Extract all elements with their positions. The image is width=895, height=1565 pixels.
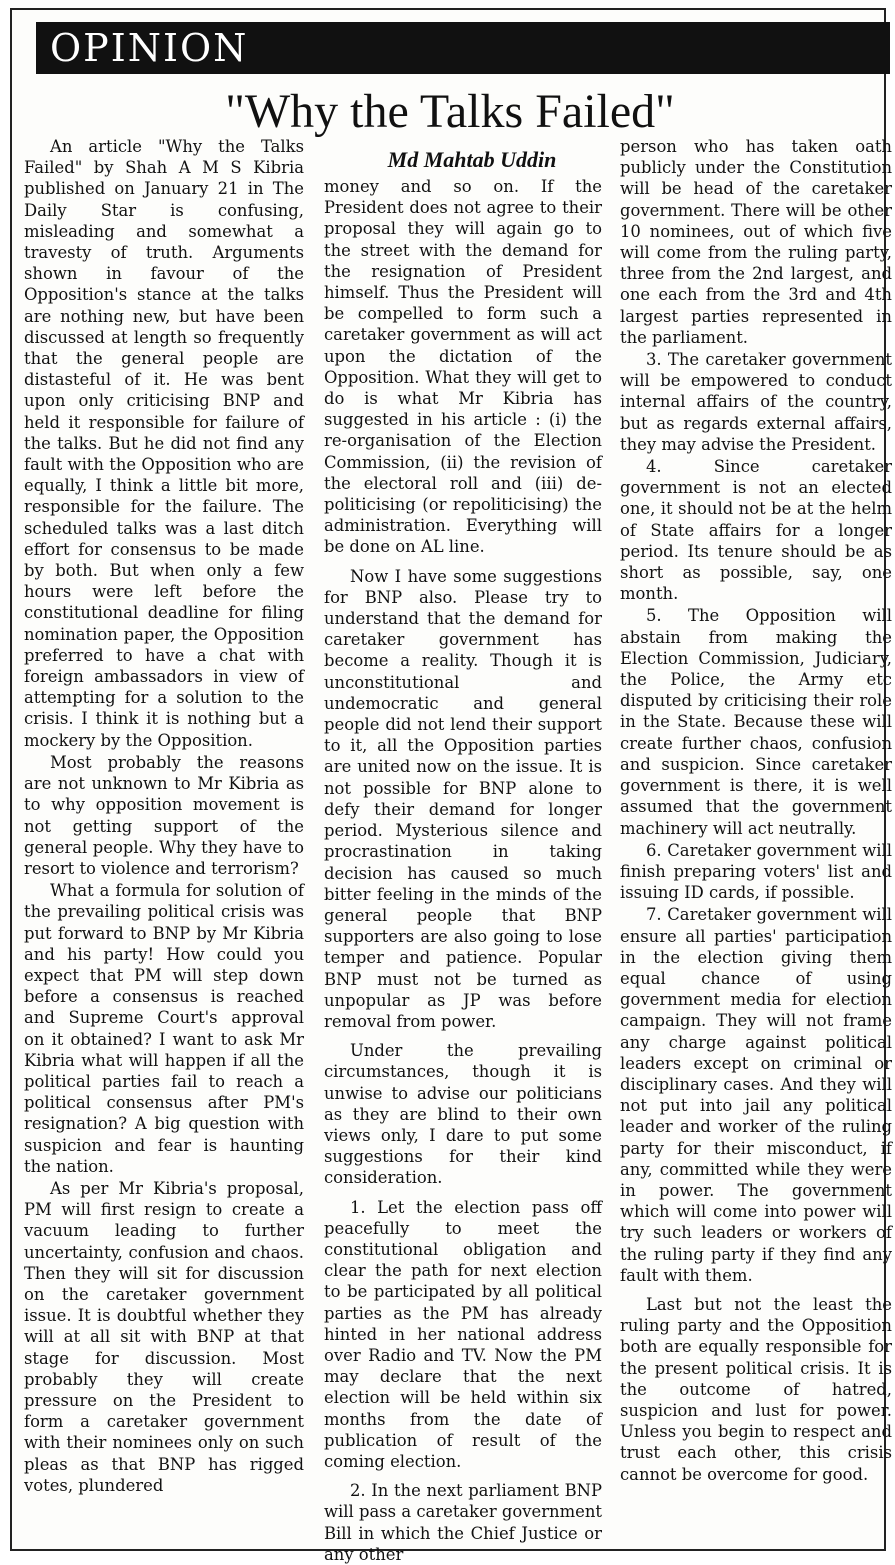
paragraph: 6. Caretaker government will finish preparing voters' list and issuing ID cards, if possible.	[620, 840, 892, 903]
article-headline: "Why the Talks Failed"	[225, 85, 675, 138]
column-2	[324, 176, 602, 1564]
author-byline: Md Mahtab Uddin	[387, 147, 557, 172]
column-3	[620, 136, 892, 1546]
paragraph: As per Mr Kibria's proposal, PM will first resign to create a vacuum leading to further uncertainty, confusion and chaos. Then they will sit for discussion on the caretaker government issue. It is doubtful whether they will at all sit with BNP at that stage for discussion. Most probably they will create pressure on the President to form a caretaker government with their nominees only on such pleas as that BNP has rigged votes, plundered	[24, 1178, 304, 1495]
article-clipping	[10, 8, 892, 1564]
paragraph: person who has taken oath publicly under the Constitution will be head of the caretaker government. There will be other 10 nominees, out of which five will come from the ruling party, three from the 2nd largest, and one each from the 3rd and 4th largest parties represented in the parliament.	[620, 137, 892, 347]
paragraph: 1. Let the election pass off peacefully to meet the constitutional obligation and clear the path for next election to be participated by all political parties as the PM has already hinted in her national address over Radio and TV. Now the PM may declare that the next election will be held within six months from the date of publication of result of the coming election.	[324, 1197, 602, 1471]
column-1	[24, 136, 304, 1536]
paragraph: 7. Caretaker government will ensure all parties' participation in the election giving them equal chance of using government media for election campaign. They will not frame any charge against political leaders except on criminal or disciplinary cases. And they will not put into jail any political leader and worker of the ruling party for their misconduct, if any, committed while they were in power. The government which will come into power will try such leaders or workers of the ruling party if they find any fault with them.	[620, 905, 892, 1285]
paragraph: 2. In the next parliament BNP will pass a caretaker government Bill in which the Chief Justice or any other	[324, 1481, 602, 1564]
paragraph: Under the prevailing circumstances, though it is unwise to advise our politicians as they are blind to their own views only, I dare to put some suggestions for their kind consideration.	[324, 1041, 602, 1188]
paragraph: Now I have some suggestions for BNP also. Please try to understand that the demand for caretaker government has become a reality. Though it is unconstitutional and undemocratic and general people did not lend their support to it, all the Opposition parties are united now on the issue. It is not possible for BNP alone to defy their demand for longer period. Mysterious silence and procrastination in taking decision has caused so much bitter feeling in the minds of the general people that BNP supporters are also going to lose temper and patience. Popular BNP must not be turned as unpopular as JP was before removal from power.	[324, 566, 602, 1031]
paragraph: money and so on. If the President does not agree to their proposal they will again go to the street with the demand for the resignation of President himself. Thus the President will be compelled to form such a caretaker government as will act upon the dictation of the Opposition. What they will get to do is what Mr Kibria has suggested in his article : (i) the re-organisation of the Election Commission, (ii) the revision of the electoral roll and (iii) de-politicising (or repoliticising) the administration. Everything will be done on AL line.	[324, 177, 602, 557]
section-label: OPINION	[50, 26, 249, 70]
paragraph: An article "Why the Talks Failed" by Shah A M S Kibria published on January 21 in The Daily Star is confusing, misleading and somewhat a travesty of truth. Arguments shown in favour of the Opposition's stance at the talks are nothing new, but have been discussed at length so frequently that the general people are distasteful of it. He was bent upon only criticising BNP and held it responsible for failure of the talks. But he did not find any fault with the Opposition who are equally, I think a little bit more, responsible for the failure. The scheduled talks was a last ditch effort for consensus to be made by both. But when only a few hours were left before the constitutional deadline for filing nomination paper, the Opposition preferred to have a chat with foreign ambassadors in view of attempting for a solution to the crisis. I think it is nothing but a mockery by the Opposition.	[24, 137, 304, 750]
section-banner	[36, 22, 890, 74]
paragraph: Last but not the least the ruling party and the Opposition both are equally responsible for the present political crisis. It is the outcome of hatred, suspicion and lust for power. Unless you begin to respect and trust each other, this crisis cannot be overcome for good.	[620, 1294, 892, 1484]
paragraph: What a formula for solution of the prevailing political crisis was put forward to BNP by Mr Kibria and his party! How could you expect that PM will step down before a consensus is reached and Supreme Court's approval on it obtained? I want to ask Mr Kibria what will happen if all the political parties fail to reach a political consensus after PM's resignation? A big question with suspicion and fear is haunting the nation.	[24, 881, 304, 1176]
paragraph: 4. Since caretaker government is not an elected one, it should not be at the helm of State affairs for a longer period. Its tenure should be as short as possible, say, one month.	[620, 457, 892, 604]
paragraph: 3. The caretaker government will be empowered to conduct internal affairs of the country, but as regards external affairs, they may advise the President.	[620, 350, 892, 454]
paragraph: 5. The Opposition will abstain from making the Election Commission, Judiciary, the Police, the Army etc disputed by criticising their role in the State. Because these will create further chaos, confusion and suspicion. Since caretaker government is there, it is well assumed that the government machinery will act neutrally.	[620, 606, 892, 838]
paragraph: Most probably the reasons are not unknown to Mr Kibria as to why opposition movement is not getting support of the general people. Why they have to resort to violence and terrorism?	[24, 752, 304, 878]
